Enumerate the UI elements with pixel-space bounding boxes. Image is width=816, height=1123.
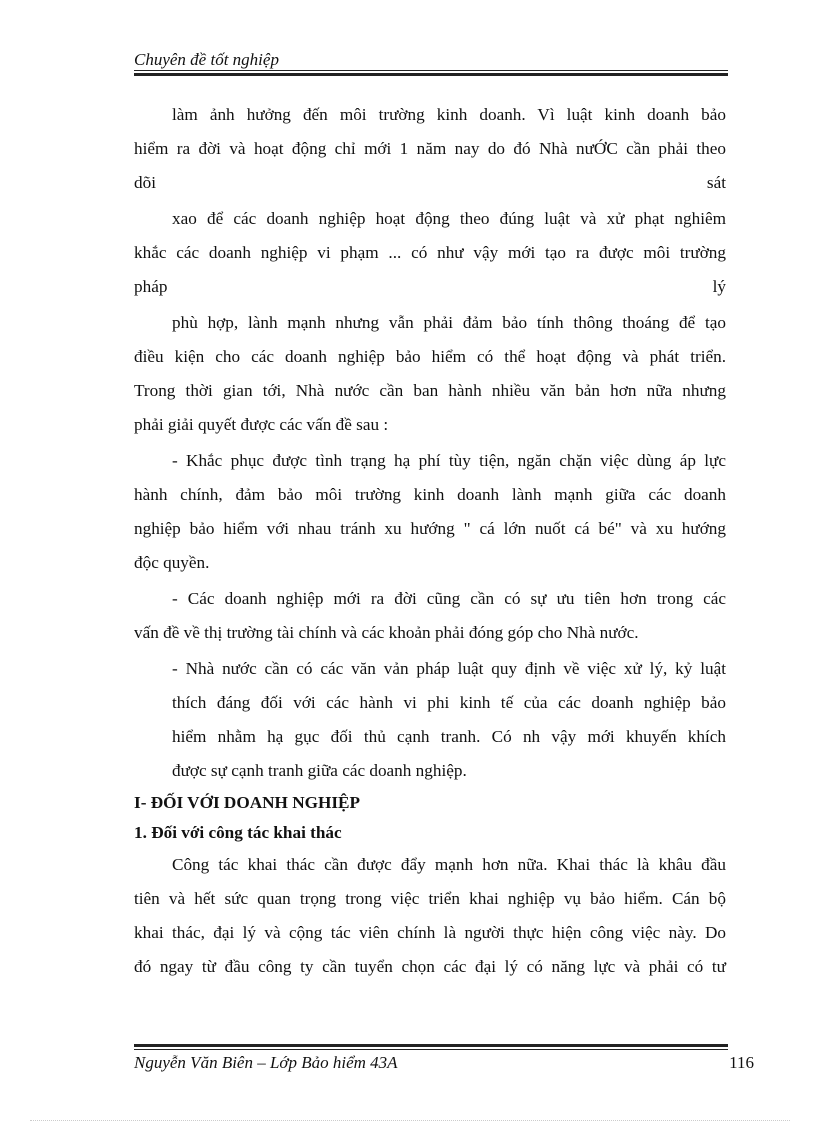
text-line: hiểm ra đời và hoạt động chỉ mới 1 năm nay do đó Nhà nưỚC cần phải theo — [134, 139, 726, 158]
text-line: Trong thời gian tới, Nhà nước cần ban hành nhiều văn bản hơn nữa nhưng — [134, 381, 726, 400]
paragraph-5 — [134, 582, 726, 650]
text-line: phải giải quyết được các vấn đề sau : — [134, 415, 389, 434]
text-line: khai thác, đại lý và cộng tác viên chính là người thực hiện công việc này. Do — [134, 923, 726, 942]
section-heading: I- ĐỐI VỚI DOANH NGHIỆP — [134, 793, 361, 812]
text-line-split — [134, 166, 726, 200]
paragraph-3 — [134, 306, 726, 442]
text-line: tiên và hết sức quan trọng trong việc triển khai nghiệp vụ bảo hiểm. Cán bộ — [134, 889, 726, 908]
header-rule-thick — [134, 73, 728, 76]
text-fragment: dõi — [134, 173, 156, 192]
text-line: vấn đề về thị trường tài chính và các khoản phải đóng góp cho Nhà nước. — [134, 623, 639, 642]
text-line: Công tác khai thác cần được đẩy mạnh hơn nữa. Khai thác là khâu đầu — [172, 855, 726, 874]
footer-rule-thin — [134, 1049, 728, 1050]
text-fragment: pháp — [134, 277, 168, 296]
text-line: điều kiện cho các doanh nghiệp bảo hiểm có thể hoạt động và phát triển. — [134, 347, 726, 366]
paragraph-1 — [134, 98, 726, 200]
page-edge-divider — [30, 1120, 790, 1121]
running-header-title: Chuyên đề tốt nghiệp — [134, 50, 279, 69]
paragraph-6 — [134, 652, 726, 788]
subsection-heading: 1. Đối với công tác khai thác — [134, 823, 342, 842]
text-line: - Khắc phục được tình trạng hạ phí tùy tiện, ngăn chặn việc dùng áp lực — [172, 451, 726, 470]
text-line: - Nhà nước cần có các văn vản pháp luật quy định về việc xử lý, kỷ luật — [172, 659, 726, 678]
text-line: nghiệp bảo hiểm với nhau tránh xu hướng " cá lớn nuốt cá bé" và xu hướng — [134, 519, 726, 538]
text-line: làm ảnh hưởng đến môi trường kinh doanh. Vì luật kinh doanh bảo — [172, 105, 726, 124]
document-body — [134, 98, 726, 984]
text-line: đó ngay từ đầu công ty cần tuyển chọn các đại lý có năng lực và phải có tư — [134, 957, 726, 976]
text-line: độc quyền. — [134, 553, 210, 572]
text-line: phù hợp, lành mạnh nhưng vẫn phải đảm bảo tính thông thoáng để tạo — [172, 313, 726, 332]
text-line: xao để các doanh nghiệp hoạt động theo đúng luật và xử phạt nghiêm — [172, 209, 726, 228]
page-number: 116 — [729, 1053, 754, 1072]
text-line: hành chính, đảm bảo môi trường kinh doanh lành mạnh giữa các doanh — [134, 485, 726, 504]
paragraph-4 — [134, 444, 726, 580]
text-fragment: sát — [706, 173, 726, 192]
text-line: - Các doanh nghiệp mới ra đời cũng cần có sự ưu tiên hơn trong các — [172, 589, 726, 608]
text-line: hiểm nhằm hạ gục đối thủ cạnh tranh. Có nh vậy mới khuyến khích — [172, 727, 726, 746]
text-line: được sự cạnh tranh giữa các doanh nghiệp. — [172, 761, 467, 780]
paragraph-2 — [134, 202, 726, 304]
footer-rule-thick — [134, 1044, 728, 1047]
text-line: thích đáng đối với các hành vi phi kinh tế của các doanh nghiệp bảo — [172, 693, 726, 712]
footer-author: Nguyễn Văn Biên – Lớp Bảo hiểm 43A — [134, 1053, 398, 1072]
text-line-split — [134, 270, 726, 304]
header-rule-thin — [134, 70, 728, 71]
text-fragment: lý — [712, 277, 726, 296]
text-line: khắc các doanh nghiệp vi phạm ... có như vậy mới tạo ra được môi trường — [134, 243, 726, 262]
paragraph-7 — [134, 848, 726, 984]
